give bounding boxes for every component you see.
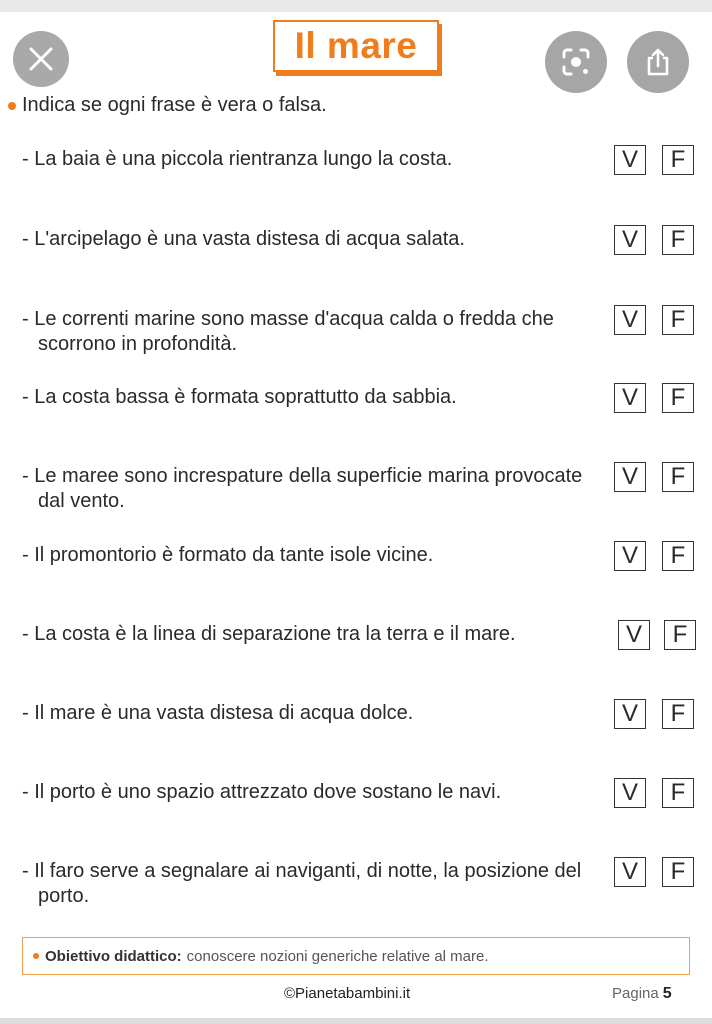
true-box-8[interactable] — [614, 699, 646, 729]
false-box-5[interactable] — [662, 462, 694, 492]
page-title-box — [273, 20, 439, 72]
question-text: - Il mare è una vasta distesa di acqua dolce. — [22, 702, 414, 724]
question-8 — [22, 701, 612, 726]
question-text: - La costa è la linea di separazione tra la terra e il mare. — [22, 623, 516, 645]
true-label: V — [621, 226, 638, 253]
question-text: - Il faro serve a segnalare ai naviganti, di notte, la posizione del porto. — [22, 860, 582, 907]
true-label: V — [621, 779, 638, 806]
page-label: Pagina — [612, 985, 659, 1002]
question-2 — [22, 227, 612, 252]
false-label: F — [670, 146, 686, 173]
false-box-1[interactable] — [662, 145, 694, 175]
true-box-5[interactable] — [614, 462, 646, 492]
true-box-3[interactable] — [614, 305, 646, 335]
true-box-1[interactable] — [614, 145, 646, 175]
question-text: - L'arcipelago è una vasta distesa di acqua salata. — [22, 228, 465, 250]
false-label: F — [670, 306, 686, 333]
false-label: F — [670, 542, 686, 569]
true-label: V — [621, 542, 638, 569]
question-6 — [22, 543, 612, 568]
false-box-10[interactable] — [662, 857, 694, 887]
top-strip — [0, 0, 712, 12]
bottom-strip — [0, 1018, 712, 1024]
false-box-8[interactable] — [662, 699, 694, 729]
true-label: V — [621, 384, 638, 411]
false-label: F — [670, 384, 686, 411]
false-box-6[interactable] — [662, 541, 694, 571]
false-label: F — [670, 463, 686, 490]
false-box-7[interactable] — [664, 620, 696, 650]
bullet-icon — [33, 953, 39, 959]
page-title: Il mare — [294, 25, 418, 66]
true-label: V — [625, 621, 642, 648]
instruction — [8, 94, 327, 117]
true-label: V — [621, 306, 638, 333]
instruction-text: Indica se ogni frase è vera o falsa. — [22, 94, 327, 116]
question-text: - Le maree sono increspature della superficie marina provocate dal vento. — [22, 465, 583, 512]
false-label: F — [670, 226, 686, 253]
true-box-7[interactable] — [618, 620, 650, 650]
true-box-10[interactable] — [614, 857, 646, 887]
share-icon — [644, 47, 672, 77]
footer-page — [612, 985, 672, 1003]
question-text: - Il porto è uno spazio attrezzato dove sostano le navi. — [22, 781, 502, 803]
false-label: F — [670, 779, 686, 806]
question-10 — [22, 859, 612, 909]
question-text: - La baia è una piccola rientranza lungo la costa. — [22, 148, 453, 170]
question-4 — [22, 385, 612, 410]
question-text: - Le correnti marine sono masse d'acqua calda o fredda che scorrono in profondità. — [22, 308, 554, 355]
footer-brand: ©Pianetabambini.it — [284, 985, 411, 1002]
question-7 — [22, 622, 612, 647]
false-label: F — [670, 700, 686, 727]
lens-button[interactable] — [545, 31, 607, 93]
false-box-2[interactable] — [662, 225, 694, 255]
question-9 — [22, 780, 612, 805]
lens-icon — [561, 47, 591, 77]
question-1 — [22, 147, 612, 172]
true-label: V — [621, 858, 638, 885]
true-label: V — [621, 700, 638, 727]
true-label: V — [621, 146, 638, 173]
objective-box — [22, 937, 690, 975]
bullet-icon — [8, 102, 16, 110]
true-box-4[interactable] — [614, 383, 646, 413]
false-label: F — [670, 858, 686, 885]
true-box-6[interactable] — [614, 541, 646, 571]
true-label: V — [621, 463, 638, 490]
true-box-9[interactable] — [614, 778, 646, 808]
question-5 — [22, 464, 612, 514]
question-3 — [22, 307, 612, 357]
question-text: - La costa bassa è formata soprattutto da sabbia. — [22, 386, 457, 408]
false-box-3[interactable] — [662, 305, 694, 335]
objective-label: Obiettivo didattico: — [45, 947, 182, 965]
false-label: F — [672, 621, 688, 648]
objective-text: conoscere nozioni generiche relative al mare. — [186, 947, 489, 965]
false-box-4[interactable] — [662, 383, 694, 413]
question-text: - Il promontorio è formato da tante isole vicine. — [22, 544, 434, 566]
close-icon — [28, 46, 54, 72]
false-box-9[interactable] — [662, 778, 694, 808]
page-number: 5 — [662, 985, 672, 1002]
true-box-2[interactable] — [614, 225, 646, 255]
share-button[interactable] — [627, 31, 689, 93]
close-button[interactable] — [13, 31, 69, 87]
